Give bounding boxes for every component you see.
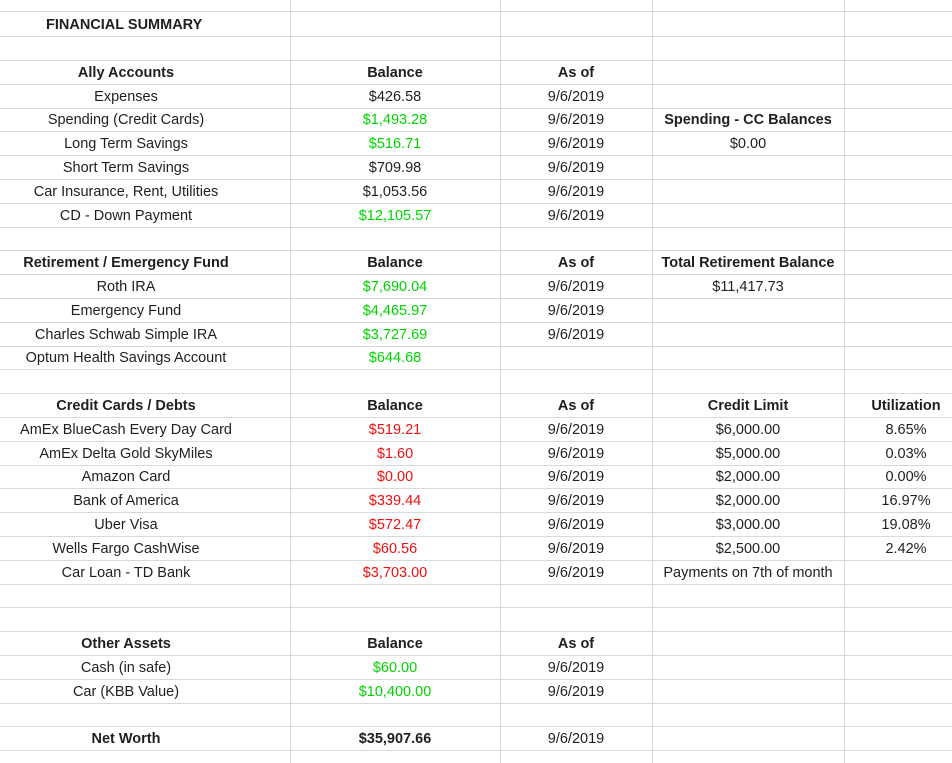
row-gridline [0, 631, 952, 632]
ally-balance-header[interactable]: Balance [367, 65, 423, 81]
ally-row-name[interactable]: Spending (Credit Cards) [47, 112, 205, 128]
ally-row-balance[interactable]: $709.98 [368, 160, 422, 176]
car-loan-note[interactable]: Payments on 7th of month [663, 565, 833, 581]
row-gridline [0, 203, 952, 204]
row-gridline [0, 369, 952, 370]
credit-row-name[interactable]: Bank of America [73, 493, 179, 509]
spending-cc-value[interactable]: $0.00 [729, 136, 767, 152]
credit-row-limit[interactable]: $3,000.00 [715, 517, 781, 533]
ally-row-balance[interactable]: $12,105.57 [358, 208, 432, 224]
retirement-row-name[interactable]: Roth IRA [96, 279, 156, 295]
credit-row-utilization[interactable]: 16.97% [881, 493, 931, 509]
spending-cc-header[interactable]: Spending - CC Balances [664, 112, 832, 128]
credit-row-balance[interactable]: $3,703.00 [362, 565, 428, 581]
retirement-asof-header[interactable]: As of [557, 255, 595, 271]
row-gridline [0, 393, 952, 394]
retirement-row-name[interactable]: Charles Schwab Simple IRA [34, 327, 218, 343]
row-gridline [0, 512, 952, 513]
row-gridline [0, 417, 952, 418]
retirement-header[interactable]: Retirement / Emergency Fund [23, 255, 229, 271]
ally-row-name[interactable]: Expenses [94, 89, 158, 105]
other-row-balance[interactable]: $60.00 [372, 660, 418, 676]
row-gridline [0, 465, 952, 466]
retirement-row-balance[interactable]: $7,690.04 [362, 279, 428, 295]
ally-asof-header[interactable]: As of [557, 65, 595, 81]
row-gridline [0, 155, 952, 156]
net-worth-asof[interactable]: 9/6/2019 [547, 731, 605, 747]
credit-row-asof[interactable]: 9/6/2019 [547, 446, 605, 462]
ally-row-asof[interactable]: 9/6/2019 [547, 184, 605, 200]
credit-row-asof[interactable]: 9/6/2019 [547, 493, 605, 509]
retirement-row-asof[interactable]: 9/6/2019 [547, 279, 605, 295]
row-gridline [0, 441, 952, 442]
total-retirement-value[interactable]: $11,417.73 [712, 279, 784, 295]
retirement-row-asof[interactable]: 9/6/2019 [547, 327, 605, 343]
row-gridline [0, 250, 952, 251]
other-row-balance[interactable]: $10,400.00 [358, 684, 432, 700]
retirement-row-name[interactable]: Optum Health Savings Account [25, 350, 227, 366]
credit-row-utilization[interactable]: 19.08% [881, 517, 931, 533]
credit-row-asof[interactable]: 9/6/2019 [547, 565, 605, 581]
credit-row-limit[interactable]: $6,000.00 [715, 422, 781, 438]
row-gridline [0, 108, 952, 109]
credit-row-name[interactable]: Amazon Card [81, 469, 171, 485]
credit-row-balance[interactable]: $339.44 [368, 493, 422, 509]
credit-row-utilization[interactable] [844, 563, 952, 583]
credit-row-utilization[interactable]: 0.03% [885, 446, 927, 462]
credit-asof-header[interactable]: As of [557, 398, 595, 414]
retirement-balance-header[interactable]: Balance [367, 255, 423, 271]
ally-row-asof[interactable]: 9/6/2019 [547, 160, 605, 176]
retirement-row-balance[interactable]: $644.68 [368, 350, 422, 366]
other-asof-header[interactable]: As of [557, 636, 595, 652]
credit-row-balance[interactable]: $1.60 [376, 446, 414, 462]
sheet-title[interactable]: FINANCIAL SUMMARY [46, 17, 203, 33]
credit-row-asof[interactable]: 9/6/2019 [547, 469, 605, 485]
row-gridline [0, 750, 952, 751]
row-gridline [0, 655, 952, 656]
column-gridline [844, 0, 845, 763]
row-gridline [0, 488, 952, 489]
net-worth-value[interactable]: $35,907.66 [358, 731, 432, 747]
credit-row-limit[interactable]: $2,000.00 [715, 493, 781, 509]
retirement-row-asof[interactable]: 9/6/2019 [547, 303, 605, 319]
ally-row-balance[interactable]: $1,493.28 [362, 112, 428, 128]
other-row-name[interactable]: Cash (in safe) [80, 660, 172, 676]
credit-header[interactable]: Credit Cards / Debts [56, 398, 196, 414]
credit-limit-header[interactable]: Credit Limit [707, 398, 789, 414]
ally-row-asof[interactable]: 9/6/2019 [547, 136, 605, 152]
row-gridline [0, 584, 952, 585]
row-gridline [0, 679, 952, 680]
ally-row-balance[interactable]: $426.58 [368, 89, 422, 105]
other-assets-header[interactable]: Other Assets [81, 636, 171, 652]
retirement-row-asof[interactable] [500, 348, 652, 368]
credit-row-balance[interactable]: $572.47 [368, 517, 422, 533]
row-gridline [0, 726, 952, 727]
row-gridline [0, 179, 952, 180]
row-gridline [0, 703, 952, 704]
row-gridline [0, 36, 952, 37]
other-row-name[interactable]: Car (KBB Value) [72, 684, 180, 700]
ally-header[interactable]: Ally Accounts [77, 65, 175, 81]
credit-row-name[interactable]: Wells Fargo CashWise [52, 541, 200, 557]
credit-row-utilization[interactable]: 0.00% [885, 469, 927, 485]
row-gridline [0, 560, 952, 561]
credit-row-balance[interactable]: $0.00 [376, 469, 414, 485]
retirement-row-balance[interactable]: $3,727.69 [362, 327, 428, 343]
credit-row-name[interactable]: Car Loan - TD Bank [61, 565, 191, 581]
ally-row-name[interactable]: Long Term Savings [64, 136, 188, 152]
ally-row-name[interactable]: Short Term Savings [62, 160, 190, 176]
credit-balance-header[interactable]: Balance [367, 398, 423, 414]
ally-row-balance[interactable]: $1,053.56 [362, 184, 428, 200]
row-gridline [0, 346, 952, 347]
other-row-asof[interactable]: 9/6/2019 [547, 684, 605, 700]
net-worth-label[interactable]: Net Worth [91, 731, 161, 747]
credit-row-balance[interactable]: $60.56 [372, 541, 418, 557]
credit-row-limit[interactable]: $2,500.00 [715, 541, 781, 557]
row-gridline [0, 536, 952, 537]
ally-row-name[interactable]: CD - Down Payment [59, 208, 193, 224]
other-balance-header[interactable]: Balance [367, 636, 423, 652]
credit-row-utilization[interactable]: 8.65% [885, 422, 927, 438]
other-row-asof[interactable]: 9/6/2019 [547, 660, 605, 676]
total-retirement-header[interactable]: Total Retirement Balance [661, 255, 835, 271]
credit-row-asof[interactable]: 9/6/2019 [547, 517, 605, 533]
credit-row-limit[interactable]: $5,000.00 [715, 446, 781, 462]
ally-row-asof[interactable]: 9/6/2019 [547, 112, 605, 128]
credit-row-name[interactable]: AmEx Delta Gold SkyMiles [39, 446, 213, 462]
row-gridline [0, 607, 952, 608]
row-gridline [0, 227, 952, 228]
credit-row-name[interactable]: Uber Visa [94, 517, 158, 533]
retirement-row-name[interactable]: Emergency Fund [70, 303, 182, 319]
credit-row-limit[interactable]: $2,000.00 [715, 469, 781, 485]
row-gridline [0, 274, 952, 275]
row-gridline [0, 131, 952, 132]
row-gridline [0, 60, 952, 61]
row-gridline [0, 322, 952, 323]
credit-row-asof[interactable]: 9/6/2019 [547, 541, 605, 557]
ally-row-asof[interactable]: 9/6/2019 [547, 208, 605, 224]
row-gridline [0, 11, 952, 12]
row-gridline [0, 84, 952, 85]
credit-row-balance[interactable]: $519.21 [368, 422, 422, 438]
credit-row-name[interactable]: AmEx BlueCash Every Day Card [20, 422, 232, 438]
utilization-header[interactable]: Utilization [871, 398, 941, 414]
row-gridline [0, 298, 952, 299]
retirement-row-balance[interactable]: $4,465.97 [362, 303, 428, 319]
credit-row-utilization[interactable]: 2.42% [885, 541, 927, 557]
credit-row-asof[interactable]: 9/6/2019 [547, 422, 605, 438]
ally-row-asof[interactable]: 9/6/2019 [547, 89, 605, 105]
ally-row-name[interactable]: Car Insurance, Rent, Utilities [33, 184, 219, 200]
ally-row-balance[interactable]: $516.71 [368, 136, 422, 152]
